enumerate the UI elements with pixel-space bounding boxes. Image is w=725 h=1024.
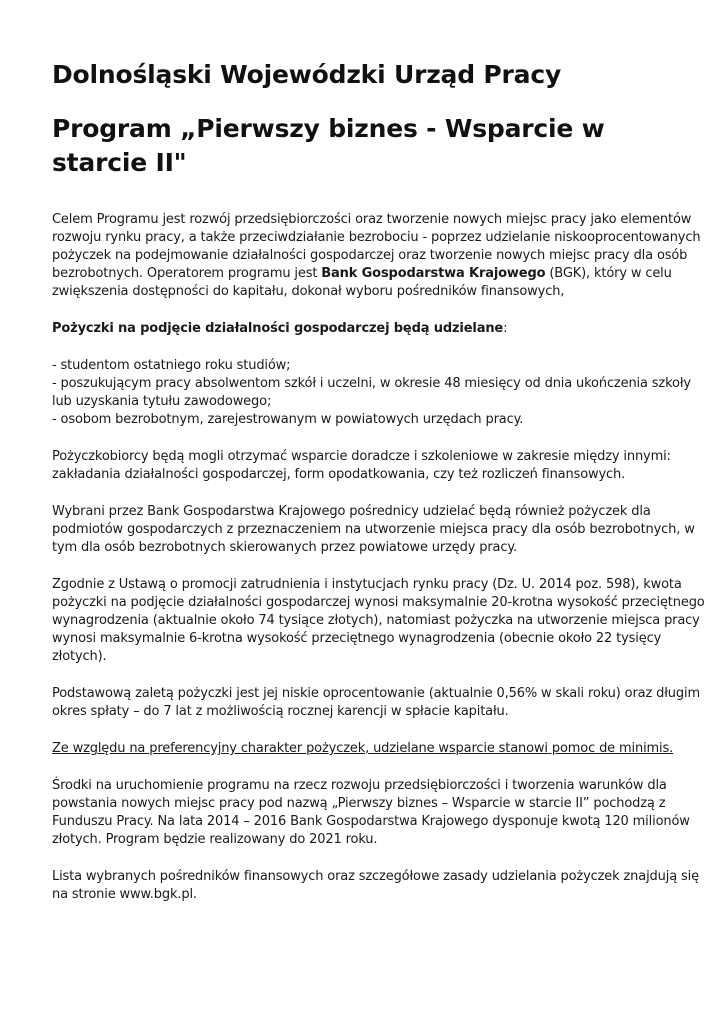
list-info-line-1: Lista wybranych pośredników finansowych oraz szczegółowe zasady udzielania pożyczek znajdują się bbox=[52, 869, 699, 884]
interest-paragraph bbox=[52, 685, 700, 721]
intermediaries-line-1: Wybrani przez Bank Gospodarstwa Krajowego pośrednicy udzielać będą również pożyczek dla bbox=[52, 504, 651, 519]
funding-line-4: złotych. Program będzie realizowany do 2021 roku. bbox=[52, 832, 378, 847]
interest-line-2: okres spłaty – do 7 lat z możliwością rocznej karencji w spłacie kapitału. bbox=[52, 704, 509, 719]
intro-line-4 bbox=[52, 265, 674, 283]
funding-line-2: powstania nowych miejsc pracy pod nazwą „Pierwszy biznes – Wsparcie w starcie II” pochodzą z bbox=[52, 796, 666, 811]
loans-heading-colon: : bbox=[503, 321, 508, 336]
article-title-line-2: starcie II" bbox=[52, 148, 187, 177]
recipients-line-3: lub uzyskania tytułu zawodowego; bbox=[52, 394, 272, 409]
law-line-3: wynagrodzenia (aktualnie około 74 tysiące złotych), natomiast pożyczka na utworzenie miejsca pracy bbox=[52, 613, 700, 628]
bgk-bold-name: Bank Gospodarstwa Krajowego bbox=[321, 266, 546, 281]
article-title-line-1: Program „Pierwszy biznes - Wsparcie w bbox=[52, 114, 605, 143]
support-line-2: zakładania działalności gospodarczej, form opodatkowania, czy też rozliczeń finansowych. bbox=[52, 467, 626, 482]
list-info-paragraph bbox=[52, 868, 699, 904]
funding-line-3: Funduszu Pracy. Na lata 2014 – 2016 Bank Gospodarstwa Krajowego dysponuje kwotą 120 milionów bbox=[52, 814, 690, 829]
recipients-line-4: - osobom bezrobotnym, zarejestrowanym w powiatowych urzędach pracy. bbox=[52, 412, 524, 427]
recipients-line-2: - poszukującym pracy absolwentom szkół i uczelni, w okresie 48 miesięcy od dnia ukończenia szkoły bbox=[52, 376, 691, 391]
intro-line-3: pożyczek na podejmowanie działalności gospodarczej oraz tworzenie nowych miejsc pracy dla osób bbox=[52, 248, 688, 263]
site-title: Dolnośląski Wojewódzki Urząd Pracy bbox=[52, 60, 562, 89]
de-minimis-underlined: Ze względu na preferencyjny charakter pożyczek, udzielane wsparcie stanowi pomoc de minimis. bbox=[52, 741, 674, 756]
law-line-1: Zgodnie z Ustawą o promocji zatrudnienia i instytucjach rynku pracy (Dz. U. 2014 poz. 598), kwota bbox=[52, 577, 682, 592]
law-paragraph bbox=[52, 576, 705, 666]
intro-paragraph bbox=[52, 211, 701, 301]
intro-line-2: rozwoju rynku pracy, a także przeciwdziałanie bezrobociu - poprzez udzielanie niskooprocentowanych bbox=[52, 230, 701, 245]
law-line-4: wynosi maksymalnie 6-krotna wysokość przeciętnego wynagrodzenia (obecnie około 22 tysięcy bbox=[52, 631, 662, 646]
intro-line-1: Celem Programu jest rozwój przedsiębiorczości oraz tworzenie nowych miejsc pracy jako elementów bbox=[52, 212, 692, 227]
recipients-line-1: - studentom ostatniego roku studiów; bbox=[52, 358, 291, 373]
intro-line-4-post: (BGK), który w celu bbox=[545, 266, 672, 281]
intermediaries-line-2: podmiotów gospodarczych z przeznaczeniem na utworzenie miejsca pracy dla osób bezrobotnych, w bbox=[52, 522, 695, 537]
intermediaries-paragraph bbox=[52, 503, 695, 557]
loans-heading-bold: Pożyczki na podjęcie działalności gospodarczej będą udzielane bbox=[52, 321, 504, 336]
funding-line-1: Środki na uruchomienie programu na rzecz rozwoju przedsiębiorczości i tworzenia warunków dla bbox=[52, 778, 667, 793]
law-line-5: złotych). bbox=[52, 649, 107, 664]
loans-heading bbox=[52, 320, 674, 338]
intro-line-5: zwiększenia dostępności do kapitału, dokonał wyboru pośredników finansowych, bbox=[52, 284, 565, 299]
intermediaries-line-3: tym dla osób bezrobotnych skierowanych przez powiatowe urzędy pracy. bbox=[52, 540, 517, 555]
interest-line-1: Podstawową zaletą pożyczki jest jej niskie oprocentowanie (aktualnie 0,56% w skali roku) oraz długim bbox=[52, 686, 700, 701]
support-paragraph bbox=[52, 448, 674, 484]
intro-line-4-pre: bezrobotnych. Operatorem programu jest bbox=[52, 266, 322, 281]
article-body bbox=[52, 211, 705, 904]
de-minimis-paragraph bbox=[52, 740, 674, 758]
list-info-line-2: na stronie www.bgk.pl. bbox=[52, 887, 197, 902]
funding-paragraph bbox=[52, 777, 690, 849]
law-line-2: pożyczki na podjęcie działalności gospodarczej wynosi maksymalnie 20-krotna wysokość przeciętnego bbox=[52, 595, 705, 610]
support-line-1: Pożyczkobiorcy będą mogli otrzymać wsparcie doradcze i szkoleniowe w zakresie między innymi: bbox=[52, 449, 671, 464]
article-title bbox=[52, 112, 612, 180]
recipients-list bbox=[52, 357, 691, 429]
